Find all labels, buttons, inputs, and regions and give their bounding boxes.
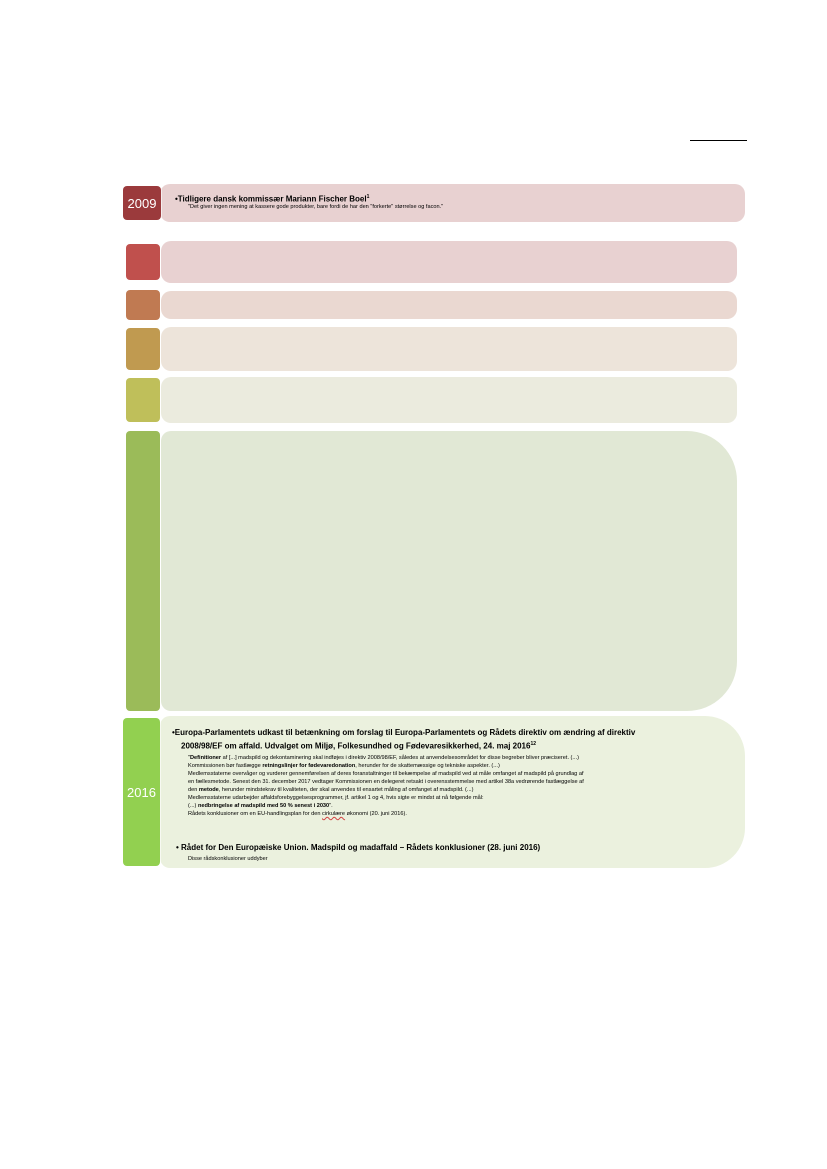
card-2009-quote: "Det giver ingen mening at kassere gode produkter, bare fordi de har den "forkerte" størrelse og facon." xyxy=(188,204,444,210)
timeline-card-empty-2 xyxy=(161,291,737,319)
card-2009-heading-text: •Tidligere dansk kommissær Mariann Fischer Boel xyxy=(175,194,367,204)
timeline-card-empty-3 xyxy=(161,327,737,371)
timeline-card-empty-4 xyxy=(161,377,737,423)
bold-text: nedbringelse af madspild med 50 % senest i 2030 xyxy=(197,803,330,809)
year-tab-empty-4 xyxy=(126,378,160,422)
text: (...) xyxy=(188,803,198,809)
quote-line-7 xyxy=(188,802,333,810)
card-2016-heading-line2-text: 2008/98/EF om affald. Udvalget om Miljø, Folkesundhed og Fødevaresikkerhed, 24. maj 2016 xyxy=(181,741,531,751)
text: ". xyxy=(329,803,333,809)
quote-line-3 xyxy=(188,770,584,778)
footnote-ref: 12 xyxy=(530,741,537,747)
year-tab-empty-2 xyxy=(126,290,160,320)
text: økonomi (20. juni 2016). xyxy=(345,811,407,817)
spellcheck-marked-word: cirkulære xyxy=(322,811,346,817)
quote-line-2 xyxy=(188,762,500,770)
timeline-card-2016 xyxy=(160,716,745,868)
footnote-ref: 1 xyxy=(366,194,370,200)
quote-line-8 xyxy=(188,810,407,818)
text: " xyxy=(188,755,190,761)
card-2016-heading-line2 xyxy=(181,739,536,752)
card-2016-heading-line1: •Europa-Parlamentets udkast til betænkning om forslag til Europa-Parlamentets og Rådets direktiv om ændring af direktiv xyxy=(172,728,636,737)
quote-line-5 xyxy=(188,786,473,794)
year-tab-2016 xyxy=(123,718,160,866)
text: af [...] madspild og dekontaminering skal indføjes i direktiv 2008/98/EF, således at anvendelsesområdet for disse begreber bliver præciseret. (...) xyxy=(221,755,579,761)
text: , herunder mindstekrav til kvaliteten, der skal anvendes til ensartet måling af omfanget af madspild. (...) xyxy=(218,787,474,793)
year-label: 2009 xyxy=(127,195,157,211)
year-tab-2009 xyxy=(123,186,161,220)
text: Medlemsstaterne overvåger og vurderer gennemførelsen af deres foranstaltninger til bekæmpelse af madspild ved at måle omfanget af madspild på grundlag af xyxy=(188,771,584,777)
bold-text: Definitioner xyxy=(190,755,222,761)
quote-line-6 xyxy=(188,794,484,802)
text: Medlemsstaterne udarbejder affaldsforebyggelsesprogrammer, jf. artikel 1 og 4, hvis sigte er mindst at nå følgende mål: xyxy=(188,795,484,801)
text: Kommissionen bør fastlægge xyxy=(188,763,263,769)
year-tab-empty-1 xyxy=(126,244,160,280)
year-tab-empty-5 xyxy=(126,431,160,711)
quote-line-1 xyxy=(188,754,579,762)
timeline-card-empty-1 xyxy=(161,241,737,283)
card-2016-heading-2: • Rådet for Den Europæiske Union. Madspild og madaffald – Rådets konklusioner (28. juni 2016) xyxy=(176,843,541,852)
text: Rådets konklusioner om en EU-handlingsplan for den xyxy=(188,811,323,817)
header-rule xyxy=(690,140,747,141)
timeline-card-empty-5 xyxy=(161,431,737,711)
bold-text: metode xyxy=(198,787,219,793)
timeline-card-2009 xyxy=(160,184,745,222)
text: en fællesmetode. Senest den 31. december 2017 vedtager Kommissionen en delegeret retsakt i overensstemmelse med artikel 38a vedrørende fastlæggelse af xyxy=(188,779,584,785)
text: , herunder for de skattemæssige og tekniske aspekter. (...) xyxy=(355,763,500,769)
year-label: 2016 xyxy=(127,784,156,800)
text: den xyxy=(188,787,199,793)
year-tab-empty-3 xyxy=(126,328,160,370)
quote-line-4 xyxy=(188,778,584,786)
card-2016-subtext-2: Disse rådskonklusioner uddyber xyxy=(188,856,268,862)
bold-text: retningslinjer for fødevaredonation xyxy=(262,763,356,769)
